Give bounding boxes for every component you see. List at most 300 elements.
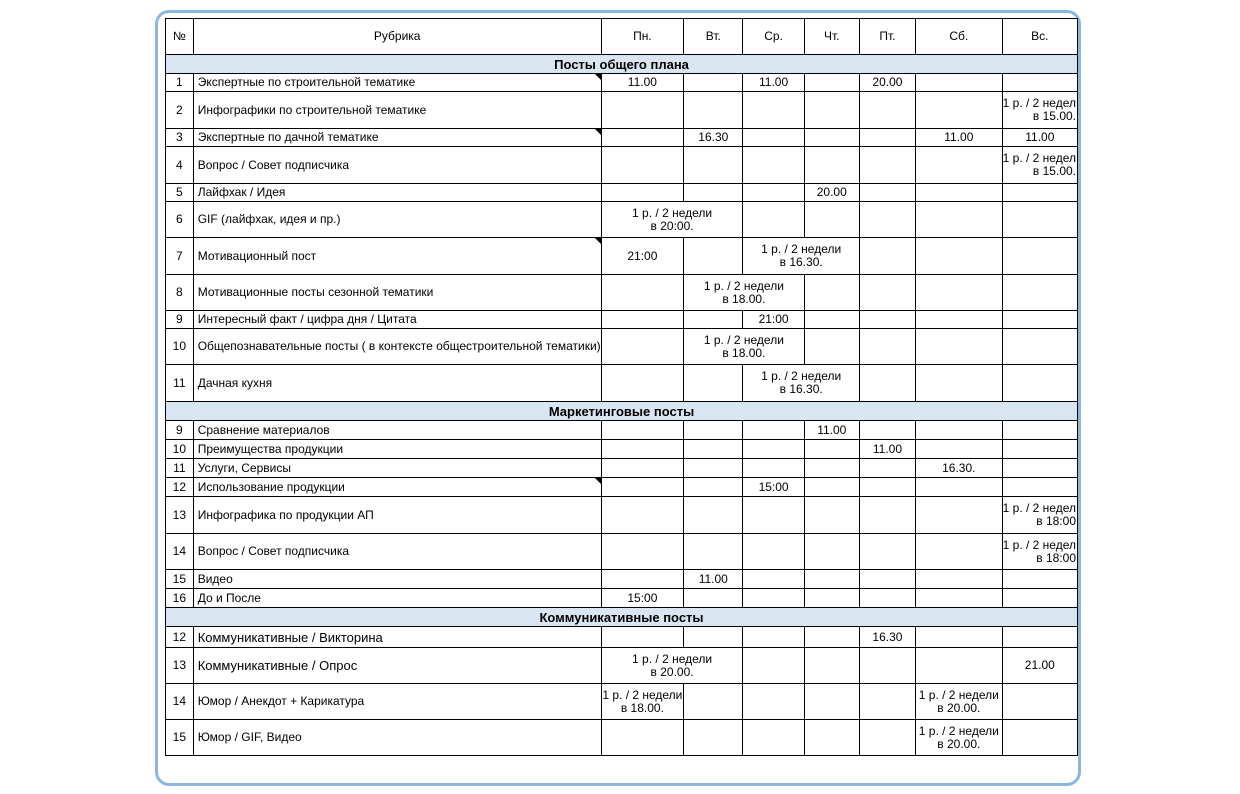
day-cell bbox=[859, 497, 915, 534]
section-title: Коммуникативные посты bbox=[166, 608, 1078, 627]
day-cell bbox=[684, 684, 743, 720]
day-cell bbox=[1002, 421, 1077, 440]
header-cell-rubric: Рубрика bbox=[193, 19, 601, 55]
schedule-time: 21:00 bbox=[758, 312, 789, 326]
row-number: 15 bbox=[166, 720, 194, 756]
day-cell bbox=[601, 92, 683, 129]
rubric-label: Видео bbox=[197, 571, 233, 586]
day-cell bbox=[601, 311, 683, 329]
comment-marker-icon bbox=[595, 478, 601, 484]
day-cell bbox=[684, 440, 743, 459]
rubric-label: Юмор / GIF, Видео bbox=[197, 730, 302, 744]
table-row bbox=[166, 329, 1078, 365]
row-number: 14 bbox=[166, 684, 194, 720]
day-cell bbox=[684, 365, 743, 402]
row-number: 7 bbox=[166, 238, 194, 275]
schedule-time: 16.30. bbox=[942, 460, 976, 475]
day-cell bbox=[601, 720, 683, 756]
rubric-name bbox=[193, 129, 601, 147]
schedule-time: 20.00 bbox=[816, 185, 847, 199]
table-row bbox=[166, 497, 1078, 534]
day-cell bbox=[743, 184, 804, 202]
day-cell bbox=[684, 627, 743, 648]
table-row bbox=[166, 275, 1078, 311]
day-cell bbox=[601, 459, 683, 478]
day-cell bbox=[601, 440, 683, 459]
day-cell bbox=[804, 147, 859, 184]
day-cell bbox=[859, 459, 915, 478]
schedule-time: 1 р. / 2 недели в 20.00. bbox=[918, 687, 999, 715]
day-cell bbox=[859, 570, 915, 589]
day-cell bbox=[1002, 478, 1077, 497]
rubric-label: Экспертные по строительной тематике bbox=[197, 75, 416, 89]
row-number: 12 bbox=[166, 627, 194, 648]
day-cell bbox=[916, 147, 1003, 184]
day-cell bbox=[743, 202, 804, 238]
day-cell bbox=[684, 329, 805, 365]
day-cell bbox=[1002, 129, 1077, 147]
table-row bbox=[166, 570, 1078, 589]
rubric-label: GIF (лайфхак, идея и пр.) bbox=[197, 212, 341, 226]
rubric-name bbox=[193, 202, 601, 238]
schedule-time: 1 р. / 2 недел в 15.00. bbox=[1002, 96, 1076, 123]
day-cell bbox=[804, 329, 859, 365]
day-cell bbox=[916, 627, 1003, 648]
day-cell bbox=[859, 534, 915, 570]
day-cell bbox=[601, 202, 743, 238]
day-cell bbox=[743, 238, 859, 275]
day-cell bbox=[684, 238, 743, 275]
day-cell bbox=[1002, 459, 1077, 478]
day-cell bbox=[804, 589, 859, 608]
row-number: 16 bbox=[166, 589, 194, 608]
row-number: 13 bbox=[166, 648, 194, 684]
day-cell bbox=[916, 589, 1003, 608]
day-cell bbox=[804, 648, 859, 684]
schedule-time: 16.30 bbox=[698, 130, 729, 144]
schedule-time: 11.00 bbox=[944, 130, 974, 144]
rubric-name bbox=[193, 365, 601, 402]
day-cell bbox=[916, 184, 1003, 202]
schedule-time: 11.00 bbox=[698, 571, 728, 586]
schedule-time: 21:00 bbox=[627, 248, 658, 263]
day-cell bbox=[916, 238, 1003, 275]
day-cell bbox=[684, 92, 743, 129]
day-cell bbox=[743, 459, 804, 478]
day-cell bbox=[601, 627, 683, 648]
day-cell bbox=[1002, 184, 1077, 202]
rubric-label: Преимущества продукции bbox=[197, 441, 344, 456]
day-cell bbox=[743, 478, 804, 497]
schedule-time: 11.00 bbox=[817, 422, 847, 437]
day-cell bbox=[743, 720, 804, 756]
rubric-name bbox=[193, 684, 601, 720]
day-cell bbox=[859, 365, 915, 402]
day-cell bbox=[1002, 570, 1077, 589]
table-row bbox=[166, 92, 1078, 129]
rubric-name bbox=[193, 92, 601, 129]
day-cell bbox=[916, 92, 1003, 129]
day-cell bbox=[859, 329, 915, 365]
schedule-time: 15:00 bbox=[758, 479, 789, 494]
day-cell bbox=[804, 440, 859, 459]
day-cell bbox=[684, 275, 805, 311]
day-cell bbox=[743, 648, 804, 684]
day-cell bbox=[916, 275, 1003, 311]
day-cell bbox=[916, 202, 1003, 238]
rubric-label: Экспертные по дачной тематике bbox=[197, 130, 379, 144]
section-title: Маркетинговые посты bbox=[166, 402, 1078, 421]
day-cell bbox=[804, 184, 859, 202]
rubric-label: Инфографика по продукции АП bbox=[197, 507, 374, 522]
header-row bbox=[166, 19, 1078, 55]
rubric-name bbox=[193, 478, 601, 497]
day-cell bbox=[916, 478, 1003, 497]
day-cell bbox=[684, 534, 743, 570]
row-number: 15 bbox=[166, 570, 194, 589]
rubric-name bbox=[193, 720, 601, 756]
day-cell bbox=[859, 275, 915, 311]
day-cell bbox=[859, 238, 915, 275]
day-cell bbox=[601, 497, 683, 534]
day-cell bbox=[743, 570, 804, 589]
day-cell bbox=[601, 129, 683, 147]
table-row bbox=[166, 238, 1078, 275]
day-cell bbox=[859, 147, 915, 184]
day-cell bbox=[601, 147, 683, 184]
rubric-label: Вопрос / Совет подписчика bbox=[197, 544, 350, 558]
day-cell bbox=[916, 459, 1003, 478]
table-row bbox=[166, 648, 1078, 684]
day-cell bbox=[1002, 627, 1077, 648]
rubric-label: До и После bbox=[197, 590, 261, 605]
day-cell bbox=[743, 684, 804, 720]
day-cell bbox=[601, 329, 683, 365]
header-cell-fri: Пт. bbox=[859, 19, 915, 55]
day-cell bbox=[601, 684, 683, 720]
day-cell bbox=[916, 311, 1003, 329]
rubric-name bbox=[193, 570, 601, 589]
day-cell bbox=[804, 497, 859, 534]
rubric-name bbox=[193, 648, 601, 684]
rubric-label: Коммуникативные / Викторина bbox=[197, 629, 383, 645]
row-number: 10 bbox=[166, 440, 194, 459]
rubric-label: Мотивационные посты сезонной тематики bbox=[197, 285, 434, 299]
day-cell bbox=[684, 74, 743, 92]
schedule-time: 21.00 bbox=[1024, 658, 1055, 672]
table-body bbox=[166, 55, 1078, 756]
day-cell bbox=[1002, 329, 1077, 365]
day-cell bbox=[684, 459, 743, 478]
day-cell bbox=[804, 202, 859, 238]
schedule-time: 1 р. / 2 недели в 18.00. bbox=[703, 332, 784, 360]
day-cell bbox=[743, 440, 804, 459]
table-row bbox=[166, 589, 1078, 608]
day-cell bbox=[684, 184, 743, 202]
day-cell bbox=[804, 459, 859, 478]
day-cell bbox=[1002, 311, 1077, 329]
day-cell bbox=[684, 720, 743, 756]
day-cell bbox=[743, 365, 859, 402]
table-row bbox=[166, 421, 1078, 440]
schedule-time: 1 р. / 2 недели в 20.00. bbox=[918, 723, 999, 751]
day-cell bbox=[859, 684, 915, 720]
table-row bbox=[166, 311, 1078, 329]
rubric-name bbox=[193, 627, 601, 648]
day-cell bbox=[1002, 684, 1077, 720]
schedule-time: 1 р. / 2 недели в 20.00. bbox=[632, 651, 713, 679]
rubric-label: Юмор / Анекдот + Карикатура bbox=[197, 694, 365, 708]
rubric-name bbox=[193, 440, 601, 459]
schedule-time: 11.00 bbox=[759, 75, 789, 89]
rubric-name bbox=[193, 589, 601, 608]
day-cell bbox=[859, 627, 915, 648]
row-number: 10 bbox=[166, 329, 194, 365]
day-cell bbox=[916, 365, 1003, 402]
day-cell bbox=[601, 421, 683, 440]
day-cell bbox=[601, 478, 683, 497]
day-cell bbox=[684, 311, 743, 329]
day-cell bbox=[804, 311, 859, 329]
table-row bbox=[166, 720, 1078, 756]
row-number: 3 bbox=[166, 129, 194, 147]
rubric-name bbox=[193, 238, 601, 275]
day-cell bbox=[1002, 365, 1077, 402]
day-cell bbox=[916, 534, 1003, 570]
rubric-label: Общепознавательные посты ( в контексте общестроительной тематики) bbox=[197, 339, 601, 353]
day-cell bbox=[684, 421, 743, 440]
table-row bbox=[166, 684, 1078, 720]
day-cell bbox=[859, 92, 915, 129]
schedule-time: 1 р. / 2 недели в 16.30. bbox=[761, 369, 842, 396]
day-cell bbox=[916, 648, 1003, 684]
day-cell bbox=[1002, 497, 1077, 534]
table-row bbox=[166, 534, 1078, 570]
table-row bbox=[166, 478, 1078, 497]
row-number: 14 bbox=[166, 534, 194, 570]
table-row bbox=[166, 184, 1078, 202]
day-cell bbox=[1002, 147, 1077, 184]
rubric-label: Лайфхак / Идея bbox=[197, 185, 286, 199]
day-cell bbox=[804, 92, 859, 129]
comment-marker-icon bbox=[595, 74, 601, 80]
day-cell bbox=[859, 720, 915, 756]
header-cell-tue: Вт. bbox=[684, 19, 743, 55]
rubric-name bbox=[193, 421, 601, 440]
table-row bbox=[166, 365, 1078, 402]
day-cell bbox=[743, 147, 804, 184]
rubric-label: Сравнение материалов bbox=[197, 422, 330, 437]
row-number: 2 bbox=[166, 92, 194, 129]
day-cell bbox=[743, 92, 804, 129]
rubric-name bbox=[193, 74, 601, 92]
row-number: 9 bbox=[166, 311, 194, 329]
day-cell bbox=[684, 497, 743, 534]
row-number: 11 bbox=[166, 459, 194, 478]
schedule-time: 16.30 bbox=[872, 629, 903, 644]
document-frame bbox=[155, 10, 1081, 786]
rubric-name bbox=[193, 184, 601, 202]
day-cell bbox=[916, 684, 1003, 720]
row-number: 1 bbox=[166, 74, 194, 92]
rubric-name bbox=[193, 459, 601, 478]
rubric-name bbox=[193, 329, 601, 365]
table-row bbox=[166, 147, 1078, 184]
day-cell bbox=[859, 440, 915, 459]
row-number: 4 bbox=[166, 147, 194, 184]
day-cell bbox=[743, 589, 804, 608]
content-schedule-table bbox=[165, 18, 1078, 756]
rubric-label: Коммуникативные / Опрос bbox=[197, 658, 358, 673]
day-cell bbox=[1002, 92, 1077, 129]
schedule-time: 1 р. / 2 недели в 20:00. bbox=[632, 205, 713, 233]
day-cell bbox=[804, 570, 859, 589]
day-cell bbox=[1002, 589, 1077, 608]
schedule-time: 1 р. / 2 недел в 18:00 bbox=[1002, 501, 1076, 528]
schedule-time: 1 р. / 2 недели в 16.30. bbox=[761, 242, 842, 269]
table-row bbox=[166, 440, 1078, 459]
day-cell bbox=[916, 570, 1003, 589]
day-cell bbox=[859, 311, 915, 329]
row-number: 9 bbox=[166, 421, 194, 440]
day-cell bbox=[804, 421, 859, 440]
rubric-name bbox=[193, 497, 601, 534]
comment-marker-icon bbox=[595, 129, 601, 135]
day-cell bbox=[684, 589, 743, 608]
day-cell bbox=[916, 440, 1003, 459]
rubric-label: Мотивационный пост bbox=[197, 248, 317, 263]
day-cell bbox=[859, 648, 915, 684]
day-cell bbox=[1002, 648, 1077, 684]
day-cell bbox=[804, 275, 859, 311]
day-cell bbox=[916, 329, 1003, 365]
day-cell bbox=[804, 534, 859, 570]
day-cell bbox=[804, 478, 859, 497]
section-header-row bbox=[166, 608, 1078, 627]
rubric-name bbox=[193, 275, 601, 311]
rubric-name bbox=[193, 147, 601, 184]
day-cell bbox=[859, 184, 915, 202]
rubric-label: Дачная кухня bbox=[197, 375, 273, 390]
day-cell bbox=[601, 238, 683, 275]
row-number: 5 bbox=[166, 184, 194, 202]
day-cell bbox=[1002, 720, 1077, 756]
day-cell bbox=[804, 720, 859, 756]
day-cell bbox=[804, 627, 859, 648]
schedule-time: 1 р. / 2 недели в 18.00. bbox=[703, 278, 784, 306]
table-row bbox=[166, 459, 1078, 478]
row-number: 13 bbox=[166, 497, 194, 534]
day-cell bbox=[1002, 202, 1077, 238]
day-cell bbox=[684, 570, 743, 589]
table-row bbox=[166, 129, 1078, 147]
rubric-label: Использование продукции bbox=[197, 479, 345, 494]
rubric-name bbox=[193, 311, 601, 329]
day-cell bbox=[601, 534, 683, 570]
day-cell bbox=[601, 648, 743, 684]
day-cell bbox=[916, 129, 1003, 147]
day-cell bbox=[743, 534, 804, 570]
day-cell bbox=[916, 74, 1003, 92]
schedule-time: 15:00 bbox=[627, 590, 658, 605]
day-cell bbox=[601, 74, 683, 92]
schedule-time: 11.00 bbox=[872, 441, 902, 456]
day-cell bbox=[804, 74, 859, 92]
schedule-time: 1 р. / 2 недел в 15.00. bbox=[1002, 151, 1076, 178]
day-cell bbox=[743, 129, 804, 147]
day-cell bbox=[743, 74, 804, 92]
section-header-row bbox=[166, 402, 1078, 421]
day-cell bbox=[859, 478, 915, 497]
day-cell bbox=[684, 147, 743, 184]
table-row bbox=[166, 74, 1078, 92]
section-title: Посты общего плана bbox=[166, 55, 1078, 74]
header-cell-mon: Пн. bbox=[601, 19, 683, 55]
day-cell bbox=[684, 478, 743, 497]
day-cell bbox=[601, 570, 683, 589]
schedule-time: 11.00 bbox=[627, 75, 657, 89]
day-cell bbox=[743, 421, 804, 440]
day-cell bbox=[859, 74, 915, 92]
row-number: 11 bbox=[166, 365, 194, 402]
header-cell-sun: Вс. bbox=[1002, 19, 1077, 55]
rubric-label: Услуги, Сервисы bbox=[197, 460, 291, 475]
day-cell bbox=[916, 720, 1003, 756]
day-cell bbox=[601, 589, 683, 608]
row-number: 6 bbox=[166, 202, 194, 238]
day-cell bbox=[859, 589, 915, 608]
day-cell bbox=[1002, 440, 1077, 459]
day-cell bbox=[804, 684, 859, 720]
row-number: 12 bbox=[166, 478, 194, 497]
comment-marker-icon bbox=[595, 238, 601, 244]
day-cell bbox=[684, 129, 743, 147]
day-cell bbox=[1002, 534, 1077, 570]
schedule-time: 20.00 bbox=[872, 75, 903, 89]
day-cell bbox=[743, 311, 804, 329]
day-cell bbox=[601, 365, 683, 402]
rubric-label: Вопрос / Совет подписчика bbox=[197, 157, 350, 172]
day-cell bbox=[1002, 74, 1077, 92]
day-cell bbox=[1002, 238, 1077, 275]
day-cell bbox=[859, 129, 915, 147]
rubric-label: Интересный факт / цифра дня / Цитата bbox=[197, 312, 417, 326]
header-cell-sat: Сб. bbox=[916, 19, 1003, 55]
day-cell bbox=[601, 275, 683, 311]
day-cell bbox=[916, 421, 1003, 440]
rubric-label: Инфографики по строительной тематике bbox=[197, 102, 427, 117]
row-number: 8 bbox=[166, 275, 194, 311]
day-cell bbox=[743, 627, 804, 648]
section-header-row bbox=[166, 55, 1078, 74]
schedule-time: 1 р. / 2 недели в 18.00. bbox=[602, 687, 683, 715]
header-cell-num: № bbox=[166, 19, 194, 55]
day-cell bbox=[804, 129, 859, 147]
day-cell bbox=[743, 497, 804, 534]
rubric-name bbox=[193, 534, 601, 570]
day-cell bbox=[916, 497, 1003, 534]
header-cell-thu: Чт. bbox=[804, 19, 859, 55]
schedule-time: 11.00 bbox=[1025, 130, 1055, 144]
day-cell bbox=[859, 421, 915, 440]
day-cell bbox=[601, 184, 683, 202]
header-cell-wed: Ср. bbox=[743, 19, 804, 55]
table-row bbox=[166, 627, 1078, 648]
day-cell bbox=[859, 202, 915, 238]
schedule-time: 1 р. / 2 недел в 18:00 bbox=[1002, 537, 1076, 565]
table-row bbox=[166, 202, 1078, 238]
day-cell bbox=[1002, 275, 1077, 311]
